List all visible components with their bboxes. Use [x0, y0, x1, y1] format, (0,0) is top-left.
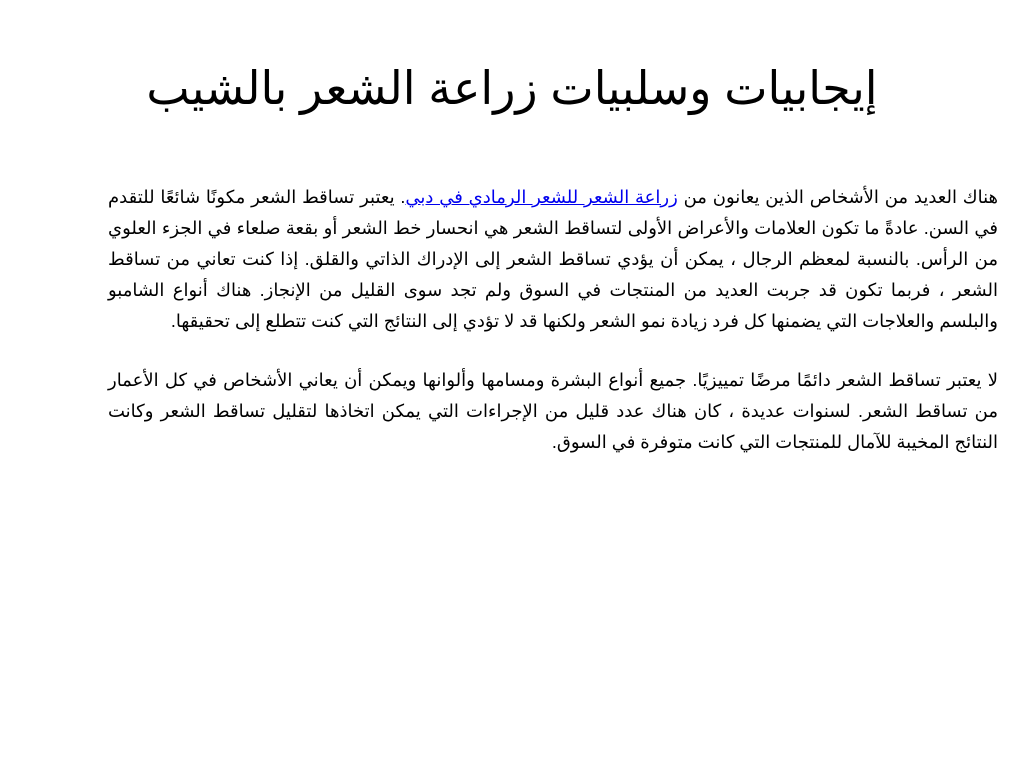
paragraph-2: لا يعتبر تساقط الشعر دائمًا مرضًا تمييزيًا. جميع أنواع البشرة ومسامها وألوانها ويمكن أن يعاني الأشخاص في كل الأعمار من تساقط الشعر. لسنوات عديدة ، كان هناك عدد قليل من الإجراءات التي يمكن اتخاذها لتقليل تساقط الشعر وكانت النتائج المخيبة للآمال للمنتجات التي كانت متوفرة في السوق.: [108, 370, 998, 452]
slide-body: [108, 182, 998, 486]
slide-title: إيجابيات وسلبيات زراعة الشعر بالشيب: [146, 62, 878, 114]
hair-transplant-link[interactable]: زراعة الشعر للشعر الرمادي في دبي: [405, 187, 678, 207]
paragraph-1: [108, 182, 998, 337]
paragraph-1-intro: هناك العديد من الأشخاص الذين يعانون من: [677, 187, 999, 207]
paragraph-1-rest: . يعتبر تساقط الشعر مكونًا شائعًا للتقدم في السن. عادةً ما تكون العلامات والأعراض الأولى لتساقط الشعر هي انحسار خط الشعر أو بقعة صلعاء في الجزء العلوي من الرأس. بالنسبة لمعظم الرجال ، يمكن أن يؤدي تساقط الشعر إلى الإدراك الذاتي والقلق. إذا كنت تعاني من تساقط الشعر ، فربما تكون قد جربت العديد من المنتجات في السوق ولم تجد سوى القليل من الإنجاز. هناك أنواع الشامبو والبلسم والعلاجات التي يضمنها كل فرد زيادة نمو الشعر ولكنها قد لا تؤدي إلى النتائج التي كنت تتطلع إلى تحقيقها.: [108, 187, 998, 331]
